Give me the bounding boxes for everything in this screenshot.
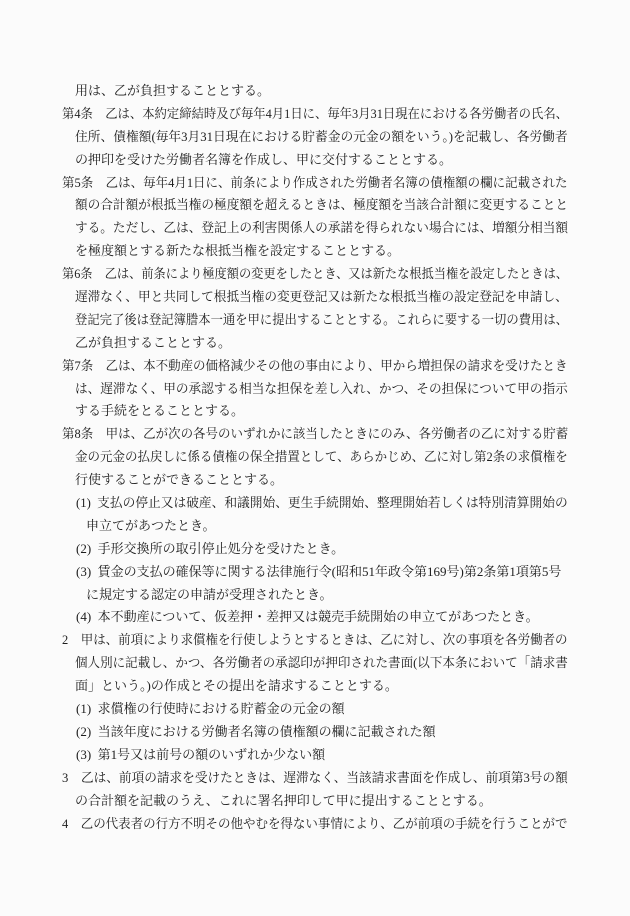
document-line: する。ただし、乙は、登記上の利害関係人の承諾を得られない場合には、増額分相当額 — [75, 220, 569, 236]
document-line: 4 乙の代表者の行方不明その他やむを得ない事情により、乙が前項の手続を行うことがで — [62, 815, 568, 831]
document-line: 第4条 乙は、本約定締結時及び毎年4月1日に、毎年3月31日現在における各労働者の氏名、 — [62, 105, 569, 121]
document-line: 第6条 乙は、前条により極度額の変更をしたとき、又は新たな根抵当権を設定したときは、 — [62, 266, 568, 282]
document-line: 個人別に記載し、かつ、各労働者の承認印が押印された書面(以下本条において「請求書 — [75, 655, 568, 671]
document-list-item-line: 申立てがあつたとき。 — [86, 517, 216, 533]
document-line: 第8条 甲は、乙が次の各号のいずれかに該当したときにのみ、各労働者の乙に対する貯蓄 — [62, 426, 569, 442]
document-line: は、遅滞なく、甲の承認する相当な担保を差し入れ、かつ、その担保について甲の指示 — [75, 380, 568, 396]
document-line: 遅滞なく、甲と共同して根抵当権の変更登記又は新たな根抵当権の設定登記を申請し、 — [75, 289, 568, 305]
document-list-item-line: (2) 当該年度における労働者名簿の債権額の欄に記載された額 — [76, 723, 436, 739]
document-line: 用は、乙が負担することとする。 — [75, 83, 271, 98]
document-line: 登記完了後は登記簿謄本一通を甲に提出することとする。これらに要する一切の費用は、 — [75, 311, 569, 327]
document-line: の押印を受けた労働者名簿を作成し、甲に交付することとする。 — [75, 151, 453, 167]
document-list-item-line: (1) 支払の停止又は破産、和議開始、更生手続開始、整理開始若しくは特別清算開始の — [76, 495, 568, 511]
document-line: 面」という。)の作成とその提出を請求することとする。 — [75, 678, 398, 694]
document-line: 乙が負担することとする。 — [75, 334, 232, 350]
document-line: 額の合計額が根抵当権の極度額を超えるときは、極度額を当該合計額に変更することと — [75, 197, 569, 213]
document-list-item-line: (3) 賃金の支払の確保等に関する法律施行令(昭和51年政令第169号)第2条第1項第5号 — [76, 563, 562, 579]
document-line: 第7条 乙は、本不動産の価格減少その他の事由により、甲から増担保の請求を受けたとき — [62, 357, 568, 373]
document-line: の合計額を記載のうえ、これに署名押印して甲に提出することとする。 — [75, 792, 492, 808]
document-line: 金の元金の払戻しに係る債権の保全措置として、あらかじめ、乙に対し第2条の求償権を — [75, 449, 568, 465]
document-line: 3 乙は、前項の請求を受けたときは、遅滞なく、当該請求書面を作成し、前項第3号の額 — [62, 769, 568, 785]
document-list-item-line: に規定する認定の申請が受理されたとき。 — [86, 586, 333, 602]
document-line: 2 甲は、前項により求償権を行使しようとするときは、乙に対し、次の事項を各労働者の — [62, 632, 568, 648]
document-line: する手続をとることとする。 — [75, 403, 245, 419]
document-list-item-line: (4) 本不動産について、仮差押・差押又は競売手続開始の申立てがあつたとき。 — [76, 609, 539, 625]
document-line: を極度額とする新たな根抵当権を設定することとする。 — [75, 243, 401, 259]
document-list-item-line: (3) 第1号又は前号の額のいずれか少ない額 — [76, 746, 326, 762]
document-line: 住所、債権額(毎年3月31日現在における貯蓄金の元金の額をいう。)を記載し、各労働者 — [75, 128, 568, 144]
document-line: 第5条 乙は、毎年4月1日に、前条により作成された労働者名簿の債権額の欄に記載された — [62, 174, 568, 190]
document-list-item-line: (2) 手形交換所の取引停止処分を受けたとき。 — [76, 540, 345, 556]
document-list-item-line: (1) 求償権の行使時における貯蓄金の元金の額 — [76, 701, 345, 717]
document-line: 行使することができることとする。 — [75, 472, 284, 488]
